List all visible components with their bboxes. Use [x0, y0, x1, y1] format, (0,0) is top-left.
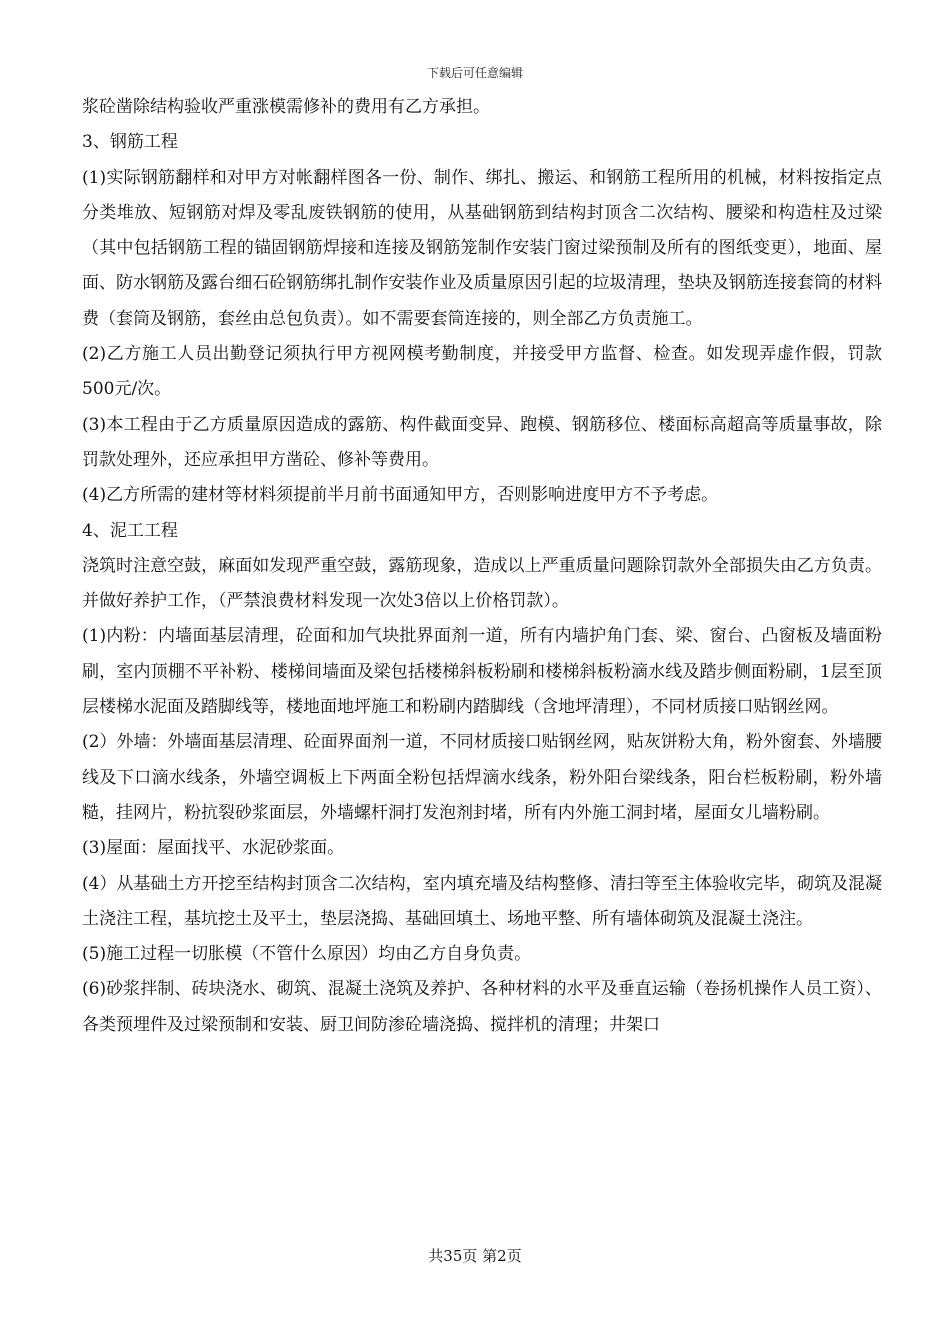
- section-heading: 3、钢筋工程: [82, 132, 178, 153]
- paragraph: (3)本工程由于乙方质量原因造成的露筋、构件截面变异、跑模、钢筋移位、楼面标高超高等质量事故，除罚款处理外，还应承担甲方凿砼、修补等费用。: [82, 414, 882, 470]
- paragraph: (2）外墙：外墙面基层清理、砼面界面剂一道，不同材质接口贴钢丝网，贴灰饼粉大角，粉外窗套、外墙腰线及下口滴水线条，外墙空调板上下两面全粉包括焊滴水线条，粉外阳台梁线条，阳台栏板粉刷，粉外墙糙，挂网片，粉抗裂砂浆面层，外墙螺杆洞打发泡剂封堵，所有内外施工洞封堵，屋面女儿墙粉刷。: [82, 732, 882, 823]
- paragraph: 浆砼凿除结构验收严重涨模需修补的费用有乙方承担。: [82, 97, 490, 117]
- paragraph: (5)施工过程一切胀模（不管什么原因）均由乙方自身负责。: [82, 944, 532, 965]
- paragraph: 浇筑时注意空鼓，麻面如发现严重空鼓，露筋现象，造成以上严重质量问题除罚款外全部损失由乙方负责。并做好养护工作，（严禁浪费材料发现一次处3倍以上价格罚款）。: [82, 555, 882, 612]
- paragraph: (6)砂浆拌制、砖块浇水、砌筑、混凝土浇筑及养护、各种材料的水平及垂直运输（卷扬机操作人员工资）、各类预埋件及过梁预制和安装、厨卫间防渗砼墙浇捣、搅拌机的清理；井架口: [82, 979, 882, 1035]
- page-header: 下载后可任意编辑: [426, 66, 523, 80]
- page-footer: 共35页 第2页: [428, 1247, 522, 1265]
- paragraph: (3)屋面：屋面找平、水泥砂浆面。: [82, 838, 345, 859]
- section-heading: 4、泥工工程: [82, 520, 178, 541]
- paragraph: (1)内粉：内墙面基层清理，砼面和加气块批界面剂一道，所有内墙护角门套、梁、窗台、凸窗板及墙面粉刷，室内顶棚不平补粉、楼梯间墙面及梁包括楼梯斜板粉刷和楼梯斜板粉滴水线及踏步侧面粉刷，1层至顶层楼梯水泥面及踏脚线等，楼地面地坪施工和粉刷内踏脚线（含地坪清理），不同材质接口贴钢丝网。: [82, 626, 882, 718]
- paragraph: (2)乙方施工人员出勤登记须执行甲方视网模考勤制度，并接受甲方监督、检查。如发现弄虚作假，罚款500元/次。: [82, 344, 882, 400]
- paragraph: (4)乙方所需的建材等材料须提前半月前书面通知甲方，否则影响进度甲方不予考虑。: [82, 485, 719, 506]
- document-body: [82, 90, 882, 1043]
- paragraph: (4）从基础土方开挖至结构封顶含二次结构，室内填充墙及结构整修、清扫等至主体验收完毕，砌筑及混凝土浇注工程，基坑挖土及平土，垫层浇捣、基础回填土、场地平整、所有墙体砌筑及混凝土浇注。: [82, 873, 882, 929]
- paragraph: (1)实际钢筋翻样和对甲方对帐翻样图各一份、制作、绑扎、搬运、和钢筋工程所用的机械，材料按指定点分类堆放、短钢筋对焊及零乱废铁钢筋的使用，从基础钢筋到结构封顶含二次结构、腰梁和构造柱及过梁（其中包括钢筋工程的锚固钢筋焊接和连接及钢筋笼制作安装门窗过梁预制及所有的图纸变更），地面、屋面、防水钢筋及露台细石砼钢筋绑扎制作安装作业及质量原因引起的垃圾清理，垫块及钢筋连接套筒的材料费（套筒及钢筋，套丝由总包负责）。如不需要套筒连接的，则全部乙方负责施工。: [82, 167, 882, 329]
